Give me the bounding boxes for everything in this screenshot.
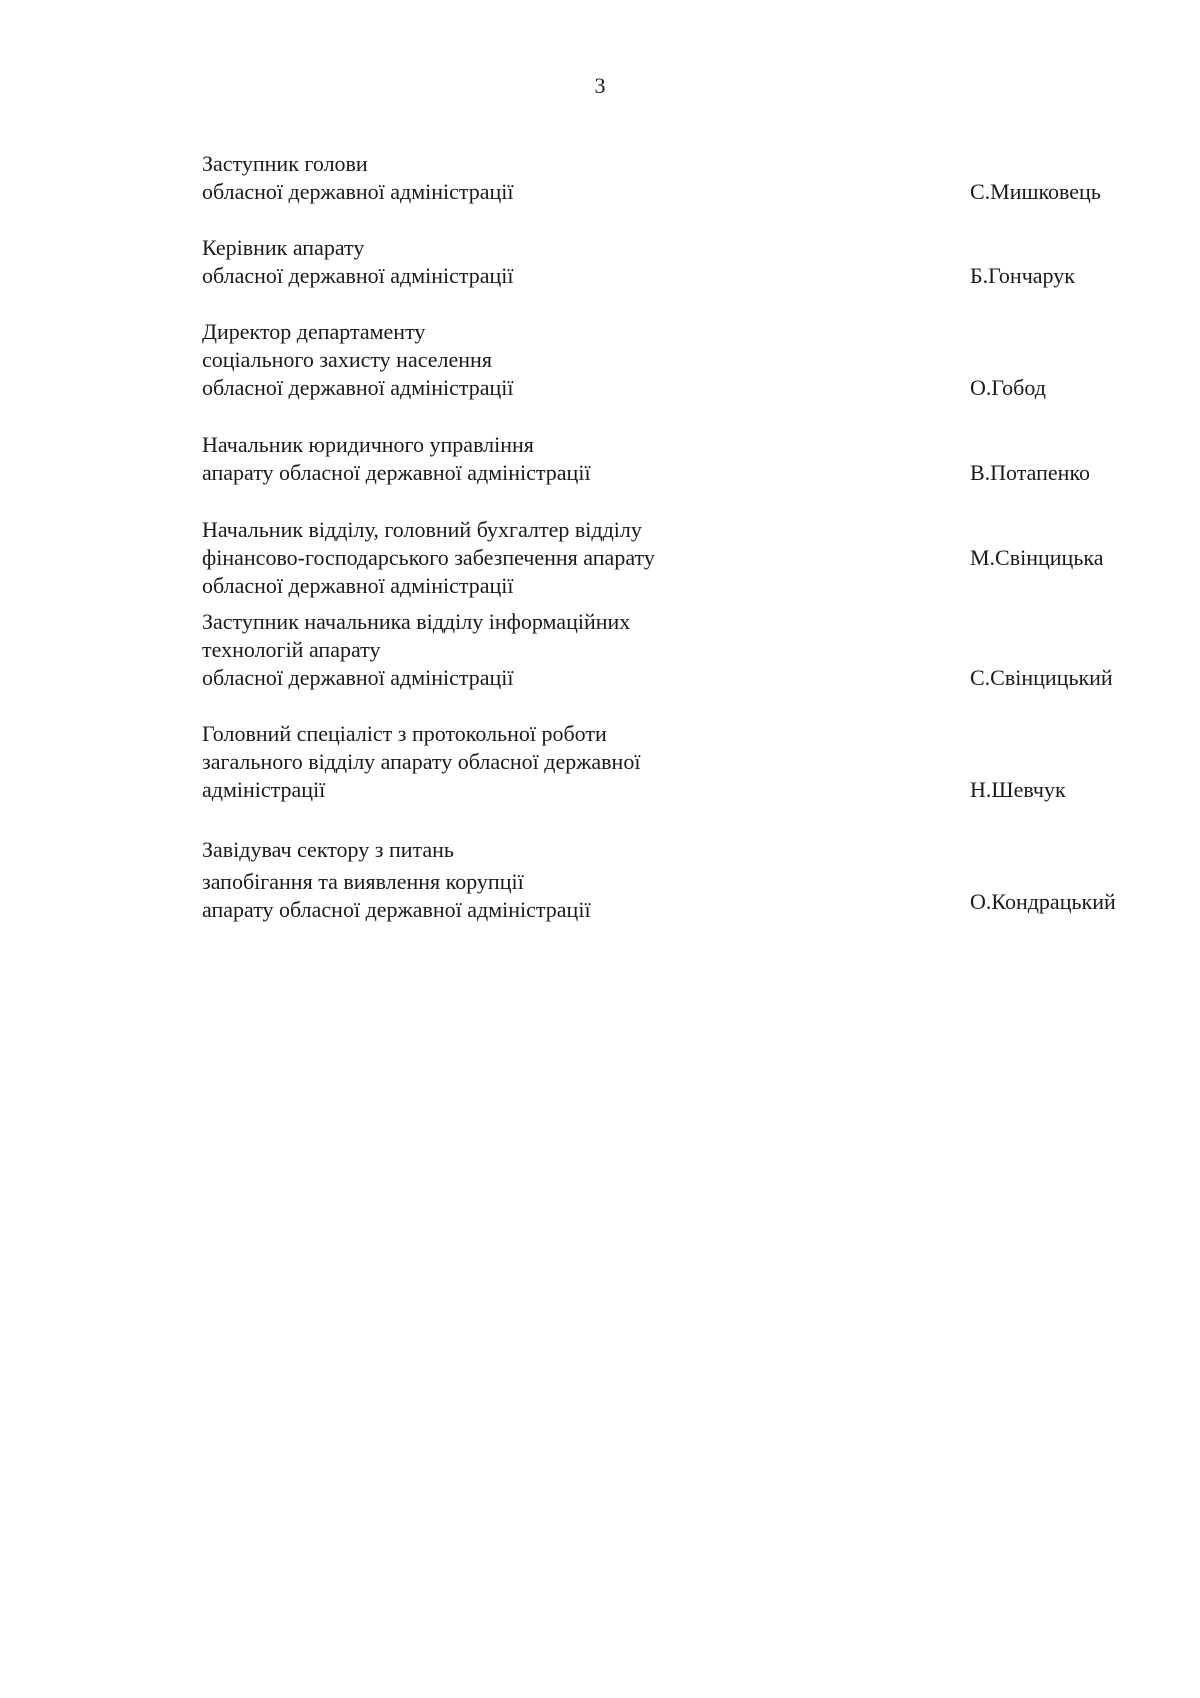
position-line: обласної державної адміністрації <box>202 375 514 400</box>
position-line: фінансово-господарського забезпечення апарату <box>202 545 655 570</box>
position-line: Головний спеціаліст з протокольної роботи <box>202 721 607 746</box>
position-title <box>202 516 762 600</box>
signatory-name: С.Свінцицький <box>970 665 1113 690</box>
position-line: Начальник відділу, головний бухгалтер відділу <box>202 517 642 542</box>
position-line: запобігання та виявлення корупції <box>202 869 524 894</box>
position-line: Директор департаменту <box>202 319 426 344</box>
position-line: Завідувач сектору з питань <box>202 837 454 862</box>
position-line: обласної державної адміністрації <box>202 263 514 288</box>
signatory-name: Б.Гончарук <box>970 263 1075 288</box>
position-line: загального відділу апарату обласної державної <box>202 749 641 774</box>
position-line: обласної державної адміністрації <box>202 665 514 690</box>
position-title <box>202 608 762 692</box>
position-title <box>202 836 762 924</box>
position-title <box>202 234 762 290</box>
position-line: Начальник юридичного управління <box>202 432 534 457</box>
signatory-name: О.Гобод <box>970 375 1046 400</box>
signatory-name: Н.Шевчук <box>970 777 1066 802</box>
position-line: Керівник апарату <box>202 235 365 260</box>
signatory-name: С.Мишковець <box>970 179 1101 204</box>
position-line: апарату обласної державної адміністрації <box>202 460 591 485</box>
position-line: апарату обласної державної адміністрації <box>202 897 591 922</box>
signatory-name: О.Кондрацький <box>970 889 1116 914</box>
position-line: обласної державної адміністрації <box>202 573 514 598</box>
position-line: соціального захисту населення <box>202 347 492 372</box>
position-line: адміністрації <box>202 777 326 802</box>
position-line: Заступник начальника відділу інформаційних <box>202 609 631 634</box>
position-line: Заступник голови <box>202 151 368 176</box>
position-title <box>202 318 762 402</box>
position-line: технологій апарату <box>202 637 381 662</box>
signatory-name: М.Свінцицька <box>970 545 1104 570</box>
page-number: 3 <box>594 73 606 98</box>
position-title <box>202 431 762 487</box>
position-line: обласної державної адміністрації <box>202 179 514 204</box>
signatory-name: В.Потапенко <box>970 460 1091 485</box>
position-title <box>202 720 762 804</box>
position-title <box>202 150 762 206</box>
